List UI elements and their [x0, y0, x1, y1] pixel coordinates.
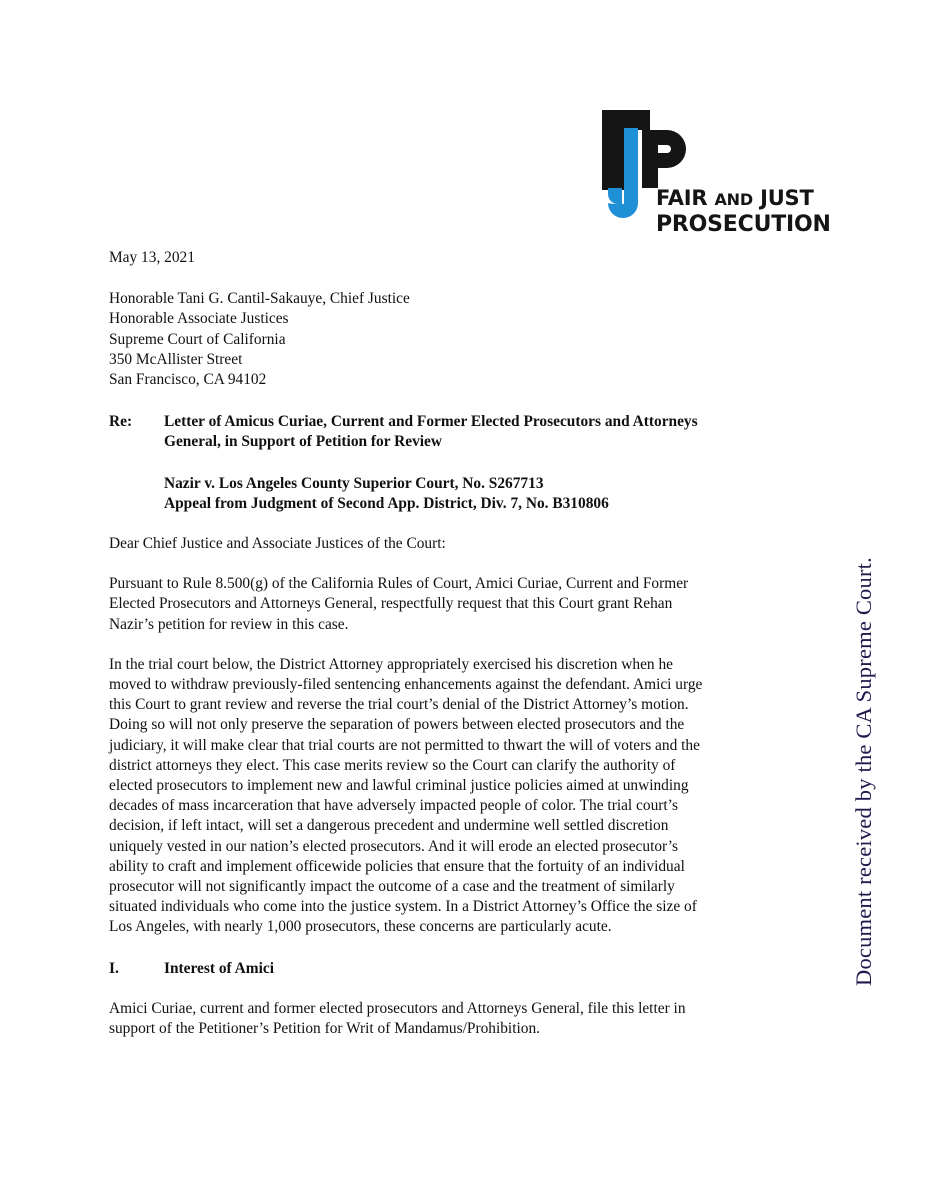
re-body — [164, 412, 698, 514]
paragraph-line: elected prosecutors to implement new and lawful criminal justice policies aimed at unwinding — [109, 777, 689, 795]
paragraph-line: judiciary, it will make clear that trial courts are not permitted to thwart the will of voters and the — [109, 736, 700, 754]
letter-body — [109, 248, 809, 1039]
paragraph-line: ability to craft and implement officewide policies that ensure that the fortuity of an individual — [109, 857, 685, 875]
paragraph-line: Doing so will not only preserve the separation of powers between elected prosecutors and the — [109, 716, 685, 734]
logo-word-prosecution: PROSECUTION — [656, 212, 831, 237]
salutation: Dear Chief Justice and Associate Justices of the Court: — [109, 535, 446, 553]
paragraph-line: Elected Prosecutors and Attorneys General, respectfully request that this Court grant Rehan — [109, 595, 673, 613]
paragraph-line: this Court to grant review and reverse the trial court’s denial of the District Attorney’s motion. — [109, 696, 689, 714]
letter-date: May 13, 2021 — [109, 249, 195, 266]
logo-word-fair: FAIR — [656, 186, 708, 210]
address-line: San Francisco, CA 94102 — [109, 371, 267, 389]
address-line: Honorable Tani G. Cantil-Sakauye, Chief Justice — [109, 290, 410, 308]
logo-p-bowl — [642, 130, 686, 168]
paragraph-line: decision, if left intact, will set a dangerous precedent and undermine well settled discretion — [109, 817, 669, 835]
paragraph-line: situated individuals who come into the justice system. In a District Attorney’s Office the size of — [109, 898, 697, 916]
section-number: I. — [109, 959, 119, 977]
logo-wordmark — [656, 186, 831, 237]
received-stamp: Document received by the CA Supreme Court. — [851, 557, 876, 986]
fjp-logo — [602, 108, 831, 238]
logo-j-mark — [608, 128, 638, 218]
paragraph-trial-court — [109, 655, 809, 938]
paragraph-line: support of the Petitioner’s Petition for Writ of Mandamus/Prohibition. — [109, 1020, 540, 1038]
re-case-line: Nazir v. Los Angeles County Superior Court, No. S267713 — [164, 474, 544, 492]
paragraph-line: prosecutor will not significantly impact the outcome of a case and the treatment of similarly — [109, 878, 675, 896]
paragraph-line: uniquely vested in our nation’s elected prosecutors. And it will erode an elected prosecutor’s — [109, 837, 679, 855]
logo-f-top-bar — [602, 110, 650, 130]
address-line: 350 McAllister Street — [109, 350, 243, 368]
paragraph-line: moved to withdraw previously-filed sentencing enhancements against the defendant. Amici urge — [109, 676, 703, 694]
recipient-address — [109, 289, 809, 390]
paragraph-rule-request — [109, 574, 809, 635]
paragraph-line: district attorneys they elect. This case merits review so the Court can clarify the authority of — [109, 756, 676, 774]
paragraph-line: In the trial court below, the District Attorney appropriately exercised his discretion when he — [109, 655, 674, 673]
paragraph-line: Pursuant to Rule 8.500(g) of the California Rules of Court, Amici Curiae, Current and Former — [109, 575, 689, 593]
re-case-line: Appeal from Judgment of Second App. District, Div. 7, No. B310806 — [164, 494, 609, 512]
address-line: Honorable Associate Justices — [109, 310, 289, 328]
section-heading — [109, 959, 809, 979]
section-title: Interest of Amici — [164, 959, 274, 977]
paragraph-line: Amici Curiae, current and former elected prosecutors and Attorneys General, file this letter in — [109, 999, 686, 1017]
logo-word-just: JUST — [760, 186, 814, 210]
re-block — [109, 412, 809, 514]
paragraph-line: decades of mass incarceration that have adversely impacted people of color. The trial court’s — [109, 797, 678, 815]
logo-word-and: AND — [714, 190, 753, 209]
re-subject-line: General, in Support of Petition for Review — [164, 433, 443, 451]
re-subject-line: Letter of Amicus Curiae, Current and Former Elected Prosecutors and Attorneys — [164, 413, 698, 431]
paragraph-line: Los Angeles, with nearly 1,000 prosecutors, these concerns are particularly acute. — [109, 918, 612, 936]
re-label: Re: — [109, 413, 133, 431]
paragraph-line: Nazir’s petition for review in this case. — [109, 615, 349, 633]
address-line: Supreme Court of California — [109, 330, 286, 348]
paragraph-interest — [109, 999, 809, 1039]
